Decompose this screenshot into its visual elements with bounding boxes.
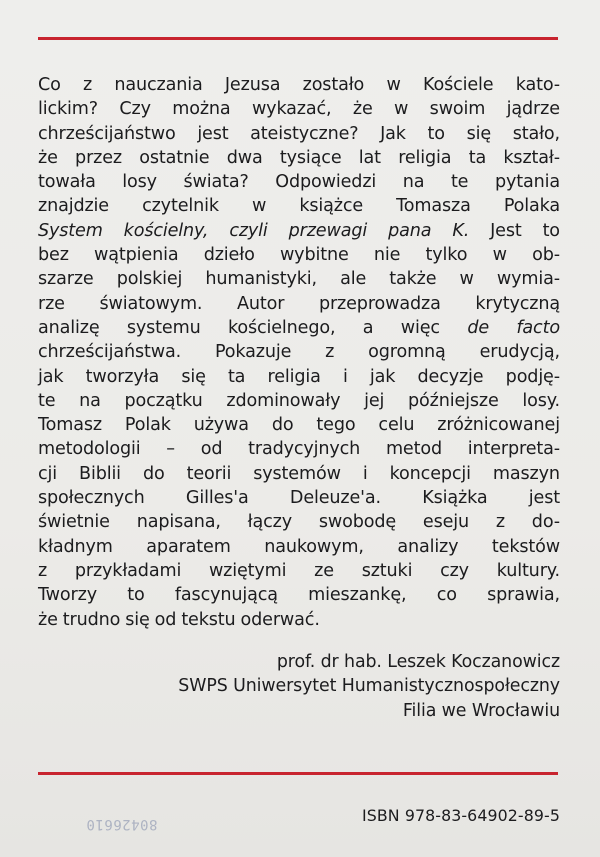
blurb-word: maszyn [492, 463, 560, 484]
blurb-word: szarze [38, 269, 94, 290]
blurb-word: się [125, 609, 150, 630]
blurb-word: kultury. [496, 560, 560, 581]
blurb-word: w [492, 245, 507, 266]
blurb-word: dwa [226, 147, 263, 168]
blurb-word: lickim? [38, 99, 98, 120]
blurb-word: Książka [422, 488, 488, 509]
blurb-word: humanistyki, [205, 269, 317, 290]
blurb-word: czyli [229, 220, 268, 241]
blurb-word: ateistyczne? [250, 123, 359, 144]
blurb-line [38, 340, 560, 364]
blurb-word: religia [267, 366, 321, 387]
blurb-word: jak [38, 366, 64, 387]
blurb-word: teorii [186, 463, 232, 484]
blurb-word: lat [358, 147, 381, 168]
blurb-word: także [389, 269, 437, 290]
blurb-word: na [402, 172, 425, 193]
blurb-word: wziętymi [208, 560, 287, 581]
blurb-word: jej [364, 390, 385, 411]
blurb-word: System [38, 220, 103, 241]
blurb-line [38, 243, 560, 267]
blurb-line [38, 535, 560, 559]
blurb-line [38, 437, 560, 461]
blurb-word: się [181, 366, 206, 387]
blurb-word: towała [38, 172, 96, 193]
blurb-line [38, 267, 560, 291]
blurb-word: przykładami [74, 560, 182, 581]
blurb-word: i [342, 366, 348, 387]
signature-institution: SWPS Uniwersytet Humanistycznospołeczny [178, 676, 560, 697]
blurb-word: znajdzie [38, 196, 109, 217]
blurb-word: mieszankę, [308, 585, 407, 606]
blurb-word: facto [516, 317, 560, 338]
blurb-word: fascynującą [174, 585, 278, 606]
blurb-word: metodologii [38, 439, 141, 460]
blurb-word: jest [197, 123, 229, 144]
blurb-word: Polaka [503, 196, 560, 217]
blurb-word: przewagi [288, 220, 368, 241]
blurb-word: systemu [126, 317, 201, 338]
blurb-word: cji [38, 463, 57, 484]
blurb-word: Autor [236, 293, 285, 314]
inventory-stamp: 80426610 [86, 816, 158, 832]
blurb-word: że [352, 99, 373, 120]
blurb-word: Tomasza [396, 196, 471, 217]
blurb-word: wątpienia [94, 245, 179, 266]
blurb-word: czytelnik [142, 196, 219, 217]
blurb-word: tworzyła [85, 366, 160, 387]
blurb-line [38, 365, 560, 389]
isbn: ISBN 978-83-64902-89-5 [361, 806, 560, 825]
blurb-line [38, 146, 560, 170]
signature-block [178, 650, 560, 723]
blurb-word: się [466, 123, 492, 144]
blurb-word: polskiej [116, 269, 183, 290]
blurb-word: ob- [532, 245, 560, 266]
blurb-word: tysiące [279, 147, 342, 168]
blurb-word: świata? [183, 172, 249, 193]
blurb-line [38, 389, 560, 413]
blurb-word: kładnym [38, 536, 113, 557]
blurb-word: swoim [429, 99, 486, 120]
blurb-line [38, 510, 560, 534]
blurb-word: sztuki [361, 560, 413, 581]
blurb-line [38, 219, 560, 243]
blurb-line [38, 608, 560, 632]
blurb-word: oderwać. [240, 609, 320, 630]
blurb-line [38, 122, 560, 146]
blurb-word: czy [440, 560, 469, 581]
blurb-line [38, 486, 560, 510]
blurb-line [38, 583, 560, 607]
blurb-word: Jezusa [224, 75, 281, 95]
blurb-word: tradycyjnych [248, 439, 361, 460]
blurb-word: chrześcijaństwa. [38, 342, 182, 363]
signature-branch: Filia we Wrocławiu [402, 700, 560, 721]
blurb-word: tekstów [491, 536, 560, 557]
blurb-word: jest [528, 488, 560, 509]
blurb-word: z [495, 512, 505, 533]
blurb-text [38, 73, 560, 632]
blurb-word: z [325, 342, 335, 363]
blurb-line [38, 97, 560, 121]
blurb-word: późniejsze [408, 390, 499, 411]
blurb-word: aparatem [146, 536, 231, 557]
blurb-word: jądrze [506, 99, 560, 120]
blurb-word: co [436, 585, 457, 606]
blurb-word: z [38, 560, 48, 581]
blurb-word: a [362, 317, 374, 338]
blurb-word: analizę [38, 317, 100, 338]
blurb-word: pytania [494, 172, 560, 193]
blurb-word: chrześcijaństwo [38, 123, 176, 144]
blurb-word: napisana, [136, 512, 221, 533]
blurb-word: Jest [490, 220, 522, 241]
blurb-word: systemów [253, 463, 341, 484]
blurb-word: kościelnego, [227, 317, 336, 338]
top-red-rule [38, 37, 558, 40]
blurb-word: w [459, 269, 474, 290]
blurb-word: te [450, 172, 469, 193]
blurb-word: Tomasz [38, 415, 102, 436]
blurb-word: Deleuze'a. [289, 488, 381, 509]
blurb-word: od [200, 439, 223, 460]
blurb-word: celu [378, 415, 415, 436]
blurb-word: Tworzy [38, 585, 97, 606]
blurb-word: na [79, 390, 101, 411]
blurb-line [38, 316, 560, 340]
blurb-word: losy. [522, 390, 560, 411]
blurb-word: to [127, 585, 145, 606]
blurb-word: dzieło [203, 245, 255, 266]
blurb-word: Gilles'a [185, 488, 249, 509]
blurb-word: jak [369, 366, 396, 387]
blurb-word: że [38, 609, 58, 630]
blurb-word: K. [452, 220, 470, 241]
blurb-word: zostało [302, 75, 365, 95]
blurb-word: krytyczną [475, 293, 560, 314]
blurb-word: Polak [124, 415, 171, 436]
blurb-word: ta [227, 366, 246, 387]
blurb-word: tego [316, 415, 356, 436]
blurb-word: bez [38, 245, 69, 266]
blurb-line [38, 413, 560, 437]
blurb-word: wybitne [279, 245, 349, 266]
blurb-line [38, 170, 560, 194]
blurb-word: pana [388, 220, 432, 241]
blurb-word: Biblii [79, 463, 121, 484]
blurb-word: i [362, 463, 368, 484]
blurb-word: rze [38, 293, 65, 314]
blurb-word: wykazać, [251, 99, 332, 120]
blurb-word: de [467, 317, 490, 338]
blurb-word: Odpowiedzi [275, 172, 377, 193]
blurb-word: koncepcji [389, 463, 471, 484]
blurb-word: naukowym, [264, 536, 364, 557]
blurb-word: decyzje [417, 366, 484, 387]
blurb-word: Co [38, 75, 61, 95]
blurb-word: – [166, 439, 175, 460]
bottom-red-rule [38, 772, 558, 775]
blurb-word: w [251, 196, 267, 217]
signature-name: prof. dr hab. Leszek Koczanowicz [276, 652, 560, 672]
blurb-word: społecznych [38, 488, 145, 509]
blurb-line [38, 194, 560, 218]
blurb-word: Czy [119, 99, 151, 120]
blurb-word: podję- [505, 366, 560, 387]
blurb-word: metod [385, 439, 442, 460]
blurb-word: stało, [512, 123, 560, 144]
blurb-word: to [542, 220, 560, 241]
blurb-word: z [83, 75, 93, 95]
blurb-word: swobodę [318, 512, 397, 533]
blurb-word: łączy [247, 512, 293, 533]
blurb-word: Jak [380, 123, 406, 144]
blurb-word: więc [400, 317, 440, 338]
blurb-word: przez [75, 147, 122, 168]
blurb-word: te [38, 390, 56, 411]
blurb-word: Pokazuje [214, 342, 292, 363]
blurb-word: w [386, 75, 401, 95]
blurb-word: erudycją, [479, 342, 560, 363]
blurb-word: ogromną [368, 342, 446, 363]
blurb-word: tekstu [181, 609, 236, 630]
blurb-word: Kościele [422, 75, 494, 95]
blurb-word: można [172, 99, 231, 120]
blurb-line [38, 462, 560, 486]
blurb-word: trudno [62, 609, 121, 630]
blurb-word: że [38, 147, 58, 168]
blurb-word: eseju [422, 512, 470, 533]
blurb-word: początku [124, 390, 203, 411]
blurb-word: do- [531, 512, 560, 533]
blurb-word: ta [468, 147, 487, 168]
blurb-word: zdominowały [226, 390, 341, 411]
blurb-line [38, 292, 560, 316]
blurb-line [38, 73, 560, 97]
blurb-word: przeprowadza [318, 293, 441, 314]
blurb-word: kato- [515, 75, 560, 95]
blurb-word: kształ- [503, 147, 560, 168]
blurb-word: to [427, 123, 445, 144]
blurb-word: sprawia, [487, 585, 560, 606]
blurb-word: wymia- [496, 269, 560, 290]
blurb-word: losy [122, 172, 157, 193]
blurb-word: światowym. [99, 293, 203, 314]
blurb-word: w [394, 99, 409, 120]
blurb-word: kościelny, [123, 220, 209, 241]
blurb-word: tylko [425, 245, 468, 266]
blurb-word: używa [193, 415, 249, 436]
blurb-word: zróżnicowanej [437, 415, 560, 436]
blurb-word: ostatnie [139, 147, 210, 168]
blurb-word: religia [398, 147, 452, 168]
blurb-word: ale [340, 269, 367, 290]
blurb-word: do [271, 415, 294, 436]
blurb-word: nauczania [114, 75, 203, 95]
blurb-word: ze [314, 560, 334, 581]
blurb-word: książce [299, 196, 364, 217]
blurb-line [38, 559, 560, 583]
blurb-word: interpreta- [467, 439, 560, 460]
blurb-word: nie [373, 245, 401, 266]
blurb-word: analizy [397, 536, 459, 557]
blurb-word: świetnie [38, 512, 110, 533]
blurb-word: do [142, 463, 165, 484]
blurb-word: od [154, 609, 177, 630]
